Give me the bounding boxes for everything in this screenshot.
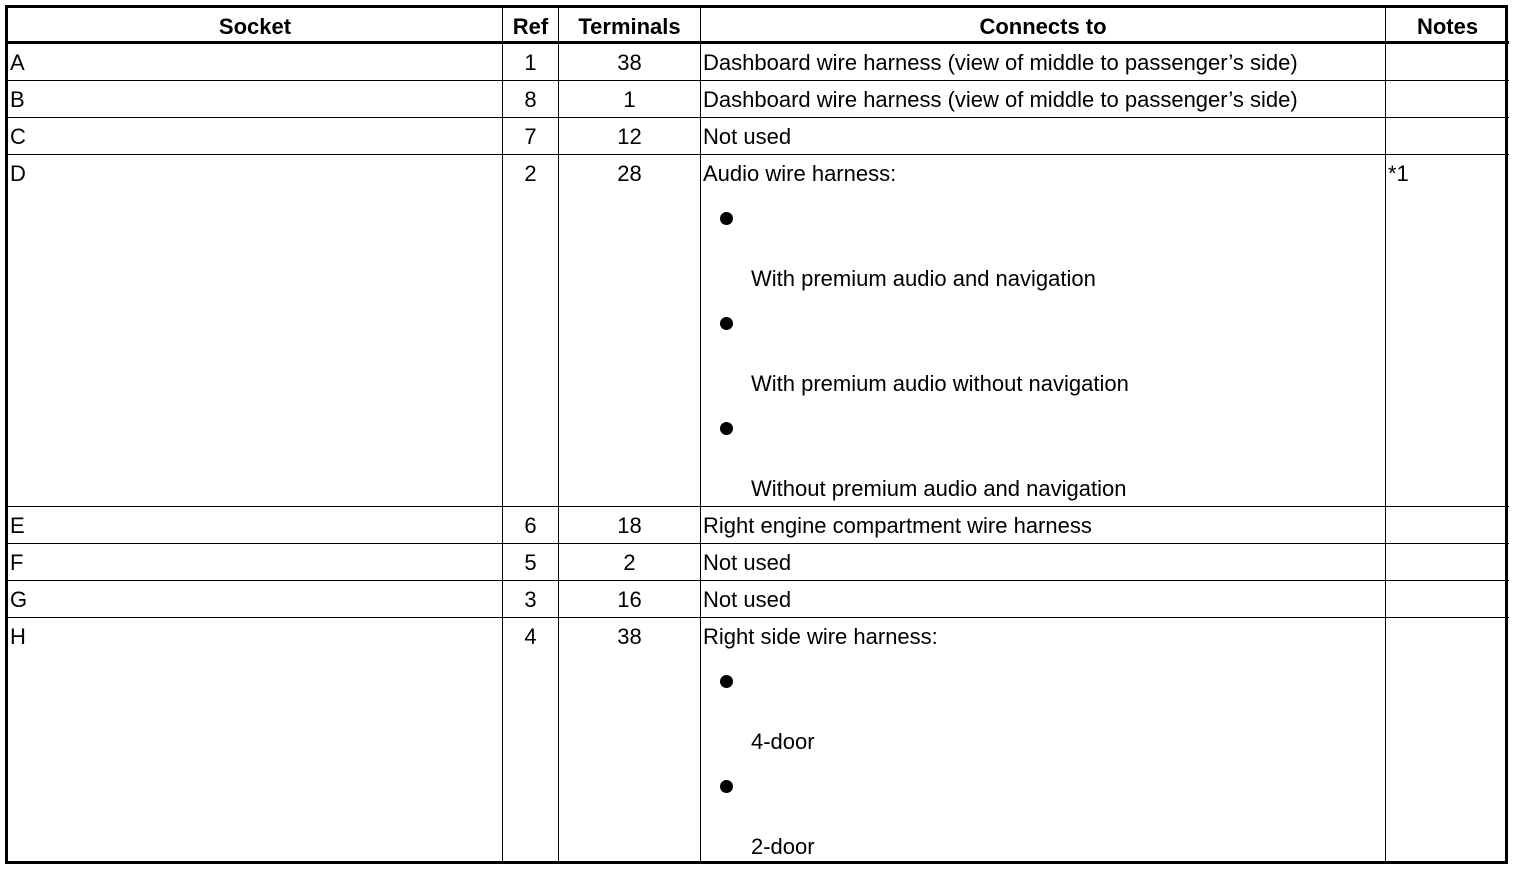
socket-cell: F [8, 544, 503, 581]
bullet-dot-icon [720, 780, 733, 793]
socket-cell: G [8, 581, 503, 618]
socket-cell: A [8, 44, 503, 81]
ref-cell: 1 [503, 44, 559, 81]
bullet-dot-icon [720, 317, 733, 330]
socket-cell: D [8, 155, 503, 507]
bullet-item [703, 294, 1383, 399]
header-notes: Notes [1386, 8, 1509, 44]
notes-cell [1386, 507, 1509, 544]
bullet-dot-icon [720, 675, 733, 688]
terminals-cell: 18 [559, 507, 701, 544]
ref-cell: 8 [503, 81, 559, 118]
header-connects-to: Connects to [701, 8, 1386, 44]
bullet-text: With premium audio without navigation [751, 371, 1129, 396]
bullet-item [703, 399, 1383, 504]
terminals-cell: 28 [559, 155, 701, 507]
bullet-list [703, 652, 1383, 862]
bullet-item [703, 757, 1383, 862]
connects-to-heading: Right side wire harness: [703, 624, 938, 649]
ref-cell: 6 [503, 507, 559, 544]
bullet-item [703, 652, 1383, 757]
bullet-dot-icon [720, 212, 733, 225]
bullet-text: With premium audio and navigation [751, 266, 1096, 291]
socket-cell: E [8, 507, 503, 544]
header-terminals: Terminals [559, 8, 701, 44]
connects-to-cell: Not used [701, 581, 1386, 618]
socket-cell: C [8, 118, 503, 155]
connects-to-cell: Dashboard wire harness (view of middle to passenger’s side) [701, 81, 1386, 118]
ref-cell: 5 [503, 544, 559, 581]
terminals-cell: 38 [559, 618, 701, 864]
ref-cell: 4 [503, 618, 559, 864]
connects-to-cell: Dashboard wire harness (view of middle to passenger’s side) [701, 44, 1386, 81]
bullet-text: 2-door [751, 834, 815, 859]
notes-cell [1386, 544, 1509, 581]
ref-cell: 3 [503, 581, 559, 618]
connects-to-cell: Not used [701, 544, 1386, 581]
ref-cell: 7 [503, 118, 559, 155]
connects-to-cell: Not used [701, 118, 1386, 155]
connects-to-cell [701, 618, 1386, 864]
connects-to-cell [701, 155, 1386, 507]
bullet-text: Without premium audio and navigation [751, 476, 1127, 501]
connector-table [5, 5, 1508, 864]
notes-cell [1386, 81, 1509, 118]
terminals-cell: 2 [559, 544, 701, 581]
bullet-text: 4-door [751, 729, 815, 754]
header-ref: Ref [503, 8, 559, 44]
notes-cell: *1 [1386, 155, 1509, 507]
header-socket: Socket [8, 8, 503, 44]
notes-cell [1386, 581, 1509, 618]
terminals-cell: 38 [559, 44, 701, 81]
notes-cell [1386, 44, 1509, 81]
socket-cell: B [8, 81, 503, 118]
notes-cell [1386, 618, 1509, 864]
bullet-item [703, 189, 1383, 294]
ref-cell: 2 [503, 155, 559, 507]
terminals-cell: 1 [559, 81, 701, 118]
notes-cell [1386, 118, 1509, 155]
terminals-cell: 12 [559, 118, 701, 155]
bullet-dot-icon [720, 422, 733, 435]
connects-to-cell: Right engine compartment wire harness [701, 507, 1386, 544]
connects-to-heading: Audio wire harness: [703, 161, 897, 186]
socket-cell: H [8, 618, 503, 864]
bullet-list [703, 189, 1383, 504]
terminals-cell: 16 [559, 581, 701, 618]
